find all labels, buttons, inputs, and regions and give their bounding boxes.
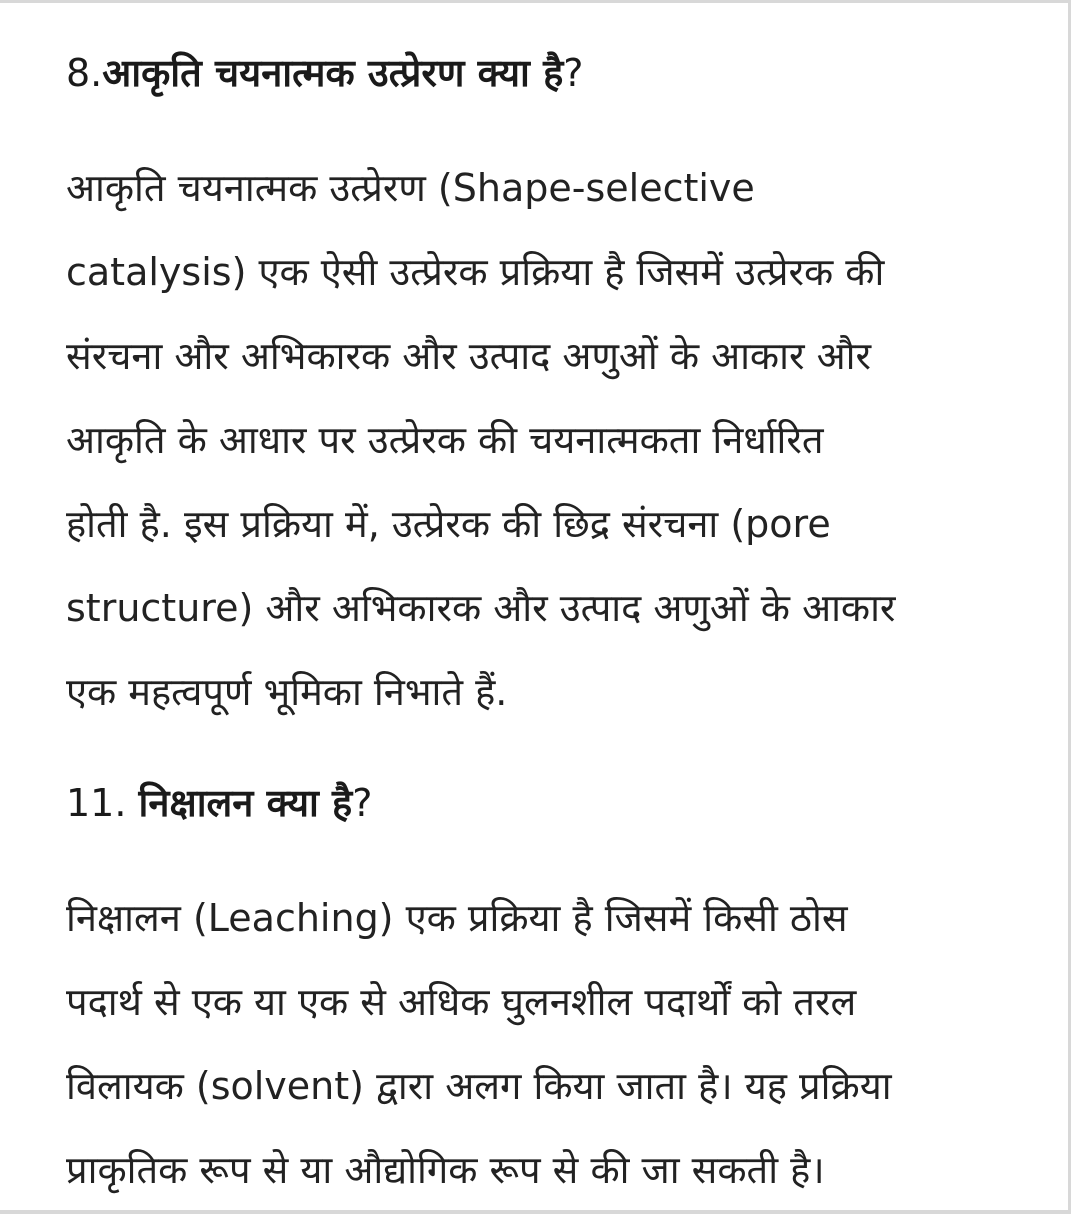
answer-line: एक महत्वपूर्ण भूमिका निभाते हैं. (66, 670, 508, 714)
answer-line: प्राकृतिक रूप से या औद्योगिक रूप से की जा सकती है। (66, 1148, 825, 1192)
answer-line: निक्षालन (Leaching) एक प्रक्रिया है जिसमें किसी ठोस (66, 896, 848, 940)
question-title: निक्षालन क्या है (138, 781, 353, 825)
answer-line: पदार्थ से एक या एक से अधिक घुलनशील पदार्थों को तरल (66, 980, 857, 1024)
question-mark: ? (563, 51, 584, 95)
question-mark: ? (352, 781, 373, 825)
question-heading (66, 48, 583, 98)
question-title: आकृति चयनात्मक उत्प्रेरण क्या है (102, 51, 564, 95)
answer-paragraph (66, 146, 1026, 734)
question-number: 11. (66, 781, 139, 825)
answer-line: आकृति चयनात्मक उत्प्रेरण (Shape-selective (66, 166, 755, 210)
question-number: 8. (66, 51, 103, 95)
question-heading (66, 778, 372, 828)
answer-line: catalysis) एक ऐसी उत्प्रेरक प्रक्रिया है जिसमें उत्प्रेरक की (66, 250, 885, 294)
answer-line: होती है. इस प्रक्रिया में, उत्प्रेरक की छिद्र संरचना (pore (66, 502, 831, 546)
answer-line: विलायक (solvent) द्वारा अलग किया जाता है। यह प्रक्रिया (66, 1064, 892, 1108)
answer-line: संरचना और अभिकारक और उत्पाद अणुओं के आकार और (66, 334, 871, 378)
answer-line: आकृति के आधार पर उत्प्रेरक की चयनात्मकता निर्धारित (66, 418, 824, 462)
answer-paragraph (66, 876, 1026, 1212)
answer-line: structure) और अभिकारक और उत्पाद अणुओं के आकार (66, 586, 896, 630)
